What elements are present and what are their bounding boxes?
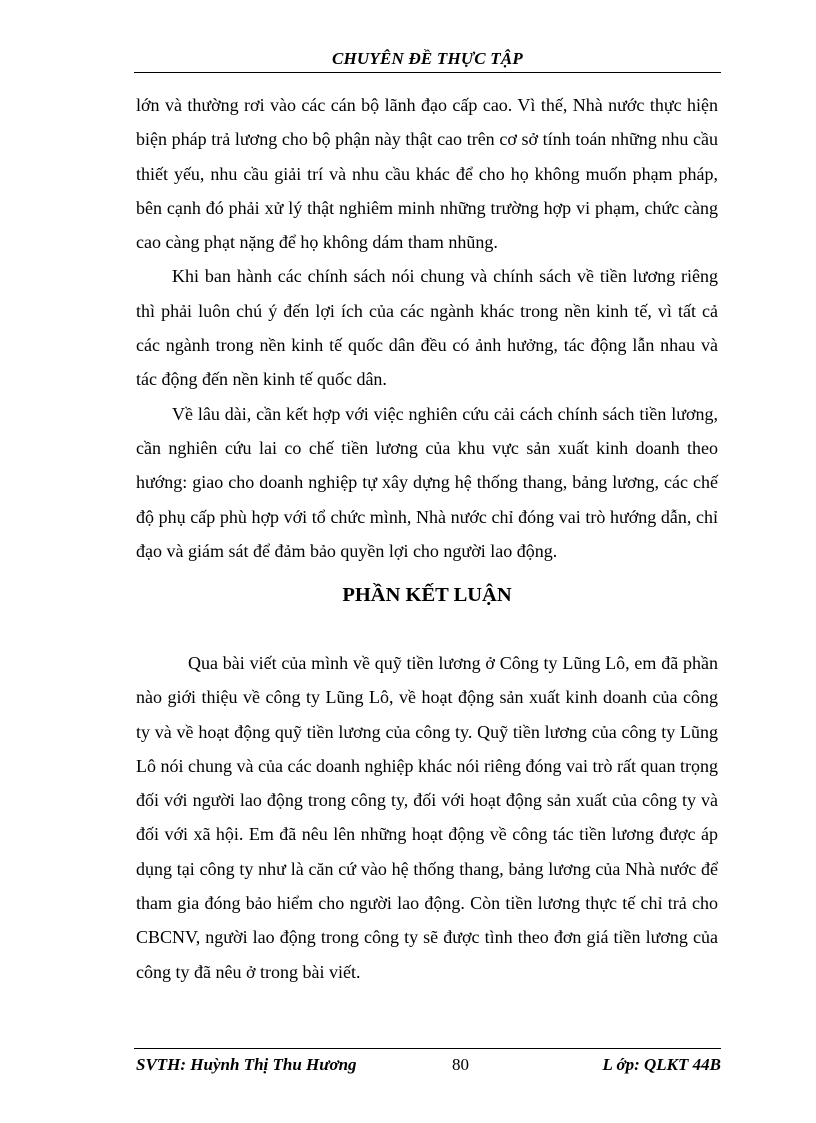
paragraph-policy: Khi ban hành các chính sách nói chung và chính sách về tiền lương riêng thì phải luôn chú ý đến lợi ích của các ngành khác trong nền kinh tế, vì tất cả các ngành trong nền kinh tế quốc dân đều có ảnh hưởng, tác động lẫn nhau và tác động đến nền kinh tế quốc dân. (136, 266, 718, 390)
page-header (134, 46, 721, 73)
section-title: PHẦN KẾT LUẬN (342, 584, 512, 606)
footer-class: L ớp: QLKT 44B (602, 1055, 721, 1074)
footer-author: SVTH: Huỳnh Thị Thu Hương (136, 1055, 357, 1074)
header-title: CHUYÊN ĐỀ THỰC TẬP (331, 49, 524, 68)
body-text (136, 88, 718, 568)
paragraph-continuation: lớn và thường rơi vào các cán bộ lãnh đạo cấp cao. Vì thế, Nhà nước thực hiện biện pháp trả lương cho bộ phận này thật cao trên cơ sở tính toán những nhu cầu thiết yếu, nhu cầu giải trí và nhu cầu khác để cho họ không muốn phạm pháp, bên cạnh đó phải xử lý thật nghiêm minh những trường hợp vi phạm, chức càng cao càng phạt nặng để họ không dám tham nhũng. (136, 95, 718, 253)
page-number: 80 (452, 1055, 469, 1074)
paragraph-conclusion: Qua bài viết của mình về quỹ tiền lương ở Công ty Lũng Lô, em đã phần nào giới thiệu về công ty Lũng Lô, về hoạt động sản xuất kinh doanh của công ty và về hoạt động quỹ tiền lương của công ty. Quỹ tiền lương của công ty Lũng Lô nói chung và của các doanh nghiệp khác nói riêng đóng vai trò rất quan trọng đối với người lao động trong công ty, đối với hoạt động sản xuất của công ty và đối với xã hội. Em đã nêu lên những hoạt động về công tác tiền lương được áp dụng tại công ty như là căn cứ vào hệ thống thang, bảng lương của Nhà nước để tham gia đóng bảo hiểm cho người lao động. Còn tiền lương thực tế chỉ trả cho CBCNV, người lao động trong công ty sẽ được tình theo đơn giá tiền lương của công ty đã nêu ở trong bài viết. (136, 653, 718, 982)
conclusion-text (136, 646, 718, 989)
paragraph-long-term: Về lâu dài, cần kết hợp với việc nghiên cứu cải cách chính sách tiền lương, cần nghiên cứu lai co chế tiền lương của khu vực sản xuất kinh doanh theo hướng: giao cho doanh nghiệp tự xây dựng hệ thống thang, bảng lương, các chế độ phụ cấp phù hợp với tổ chức mình, Nhà nước chỉ đóng vai trò hướng dẫn, chỉ đạo và giám sát để đảm bảo quyền lợi cho người lao động. (136, 403, 718, 561)
page-footer (134, 1048, 721, 1079)
